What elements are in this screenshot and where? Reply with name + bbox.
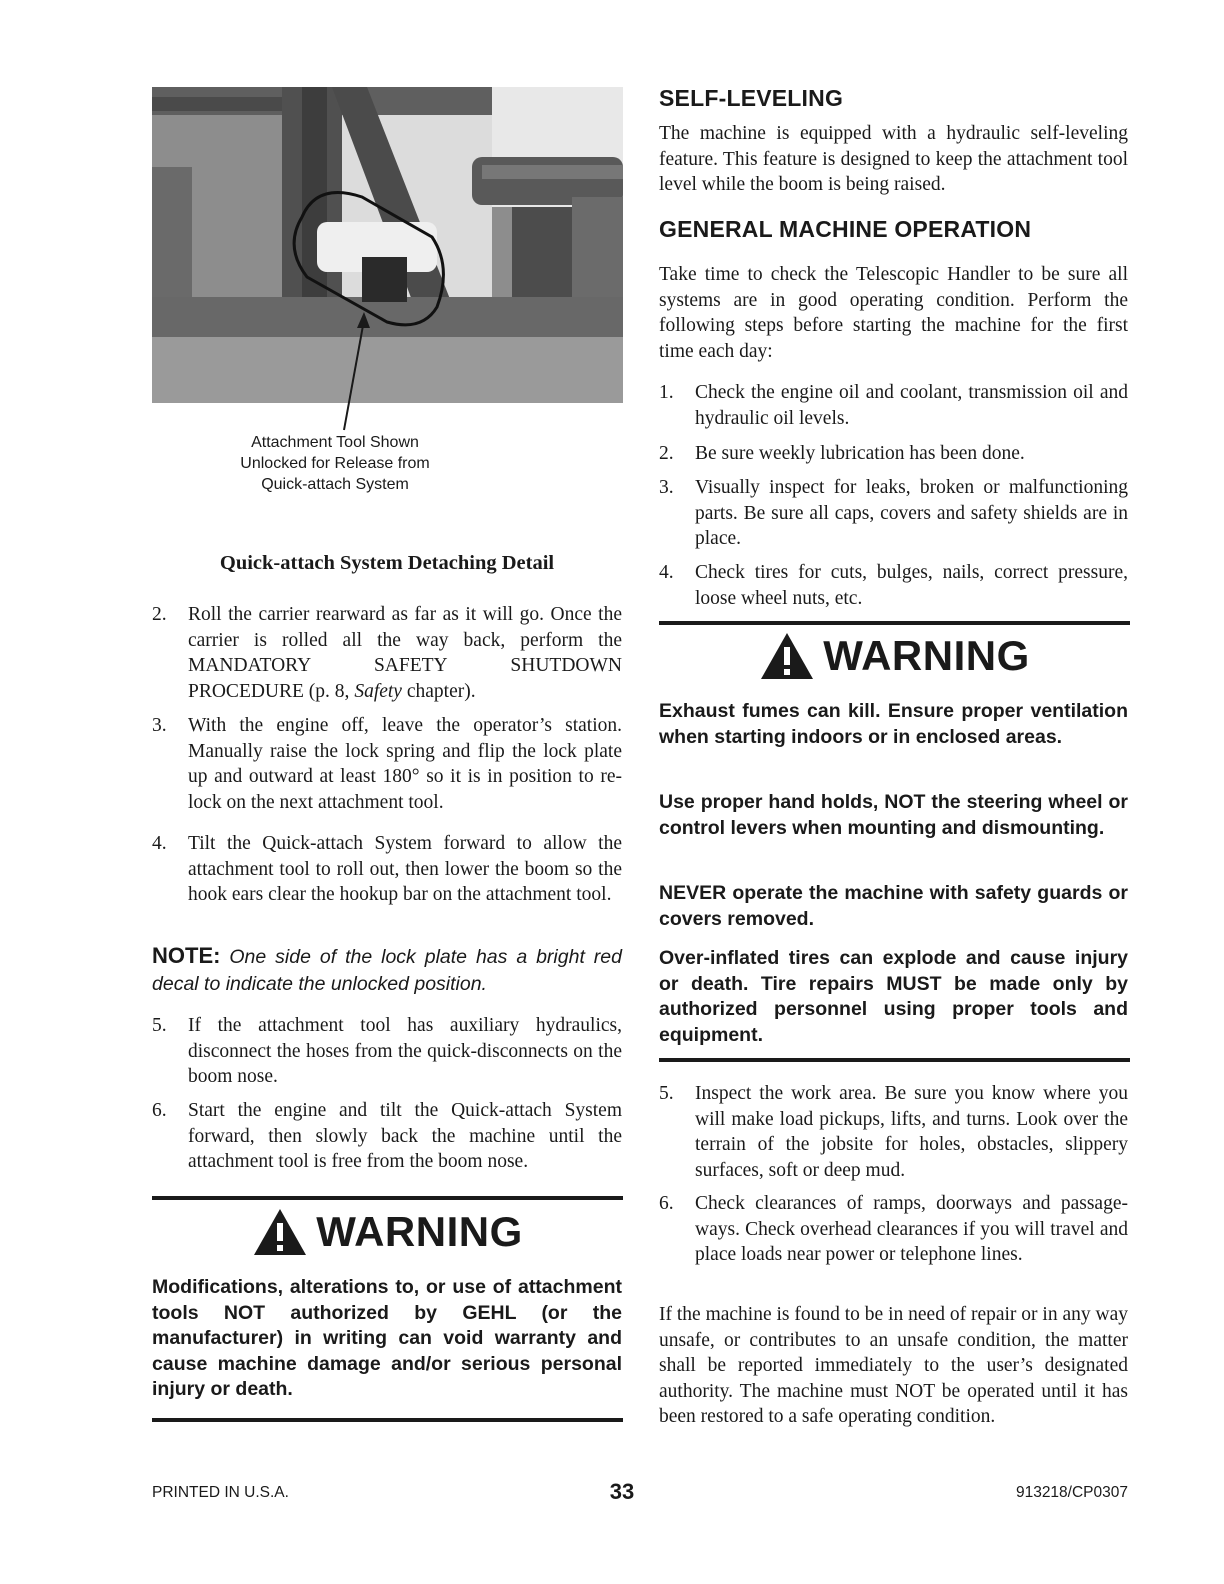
list-item — [152, 1098, 622, 1175]
warning-top-rule — [152, 1196, 623, 1200]
photo-callout — [200, 432, 470, 495]
list-item — [152, 713, 622, 815]
warning-paragraph: NEVER operate the machine with safety guards or covers removed. — [659, 882, 1128, 930]
step-number: 6. — [152, 1100, 167, 1121]
step-text: Visually inspect for leaks, broken or malfunctioning parts. Be sure all caps, covers and safety shields are in place. — [695, 477, 1128, 549]
step-text: Check the engine oil and coolant, transmission oil and hydraulic oil levels. — [695, 382, 1128, 429]
callout-line-1: Attachment Tool Shown — [251, 434, 419, 451]
warning-paragraph: Exhaust fumes can kill. Ensure proper ventilation when starting indoors or in enclosed areas. — [659, 700, 1128, 748]
step-text: Check clearances of ramps, doorways and passage-ways. Check overhead clearances if you will travel and place loads near power or telephone lines. — [695, 1193, 1128, 1265]
step-text: Be sure weekly lubrication has been done. — [695, 443, 1025, 464]
list-item — [659, 380, 1128, 431]
self-leveling-heading: SELF-LEVELING — [659, 85, 844, 111]
list-item — [659, 560, 1128, 611]
callout-line-2: Unlocked for Release from — [240, 455, 430, 472]
list-item — [152, 602, 622, 704]
step-number: 5. — [152, 1015, 167, 1036]
list-item — [659, 441, 1128, 467]
note-text: One side of the lock plate has a bright red decal to indicate the unlocked position. — [152, 946, 622, 995]
page-number: 33 — [609, 1479, 635, 1504]
warning-paragraph: Use proper hand holds, NOT the steering wheel or control levers when mounting and dismounting. — [659, 791, 1128, 839]
general-operation-heading: GENERAL MACHINE OPERATION — [659, 216, 1032, 242]
step-text: Check tires for cuts, bulges, nails, correct pressure, loose wheel nuts, etc. — [695, 562, 1128, 609]
warning-title-right — [659, 628, 1130, 684]
self-leveling-text: The machine is equipped with a hydraulic self-leveling feature. This feature is designed to keep the attachment tool level while the boom is being raised. — [659, 123, 1128, 195]
list-item — [152, 1013, 622, 1090]
footer-printed: PRINTED IN U.S.A. — [152, 1484, 289, 1501]
quick-attach-photo — [152, 87, 623, 403]
step-number: 5. — [659, 1083, 674, 1104]
list-item — [659, 1191, 1128, 1268]
callout-arrow — [330, 300, 380, 435]
step-number: 2. — [659, 443, 674, 464]
list-item — [152, 831, 622, 908]
step-number: 1. — [659, 382, 674, 403]
warning-label: WARNING — [316, 1208, 523, 1255]
callout-line-3: Quick-attach System — [261, 476, 409, 493]
step-text: Inspect the work area. Be sure you know where you will make load pickups, lifts, and turns. Look over the terrain of the jobsite for holes, obstacles, slippery surfaces, soft or deep mud. — [695, 1083, 1128, 1181]
step-number: 3. — [152, 715, 167, 736]
step-number: 4. — [152, 833, 167, 854]
warning-paragraph: Modifications, alterations to, or use of attachment tools NOT authorized by GEHL (or the manufacturer) in writing can void warranty and cause machine damage and/or serious personal injury or death. — [152, 1276, 622, 1400]
warning-bottom-rule — [152, 1418, 623, 1422]
footer-doc-number: 913218/CP0307 — [1015, 1484, 1128, 1501]
warning-triangle-icon — [252, 1207, 308, 1257]
figure-caption: Quick-attach System Detaching Detail — [219, 552, 555, 574]
closing-paragraph: If the machine is found to be in need of repair or in any way unsafe, or contributes to an unsafe condition, the matter shall be reported immediately to the user’s designated authority. The machine must NOT be operated until it has been restored to a safe operating condition. — [659, 1304, 1128, 1427]
list-item — [659, 1081, 1128, 1183]
warning-triangle-icon — [759, 631, 815, 681]
step-text: Roll the carrier rearward as far as it will go. Once the carrier is rolled all the way back, perform the MANDATORY SAFETY SHUTDOWN PROCEDURE (p. 8, Safety chapter). — [188, 604, 622, 702]
step-number: 4. — [659, 562, 674, 583]
list-item — [659, 475, 1128, 552]
warning-paragraph: Over-inflated tires can explode and cause injury or death. Tire repairs MUST be made only by authorized personnel using proper tools and equipment. — [659, 947, 1128, 1046]
step-text: With the engine off, leave the operator’s station. Manually raise the lock spring and flip the lock plate up and outward at least 180° so it is in position to re-lock on the next attachment tool. — [188, 715, 622, 813]
step-text: If the attachment tool has auxiliary hydraulics, disconnect the hoses from the quick-disconnects on the boom nose. — [188, 1015, 622, 1087]
warning-label: WARNING — [823, 632, 1030, 679]
step-number: 3. — [659, 477, 674, 498]
warning-bottom-rule — [659, 1058, 1130, 1062]
step-text: Start the engine and tilt the Quick-attach System forward, then slowly back the machine until the attachment tool is free from the boom nose. — [188, 1100, 622, 1172]
note — [152, 942, 622, 998]
step-number: 2. — [152, 604, 167, 625]
warning-title-left — [152, 1204, 623, 1260]
step-text: Tilt the Quick-attach System forward to allow the attachment tool to roll out, then lower the boom so the hook ears clear the hookup bar on the attachment tool. — [188, 833, 622, 905]
note-label: NOTE: — [152, 943, 221, 968]
step-number: 6. — [659, 1193, 674, 1214]
warning-top-rule — [659, 621, 1130, 625]
general-operation-intro: Take time to check the Telescopic Handler to be sure all systems are in good operating condition. Perform the following steps before starting the machine for the first time each day: — [659, 264, 1128, 362]
